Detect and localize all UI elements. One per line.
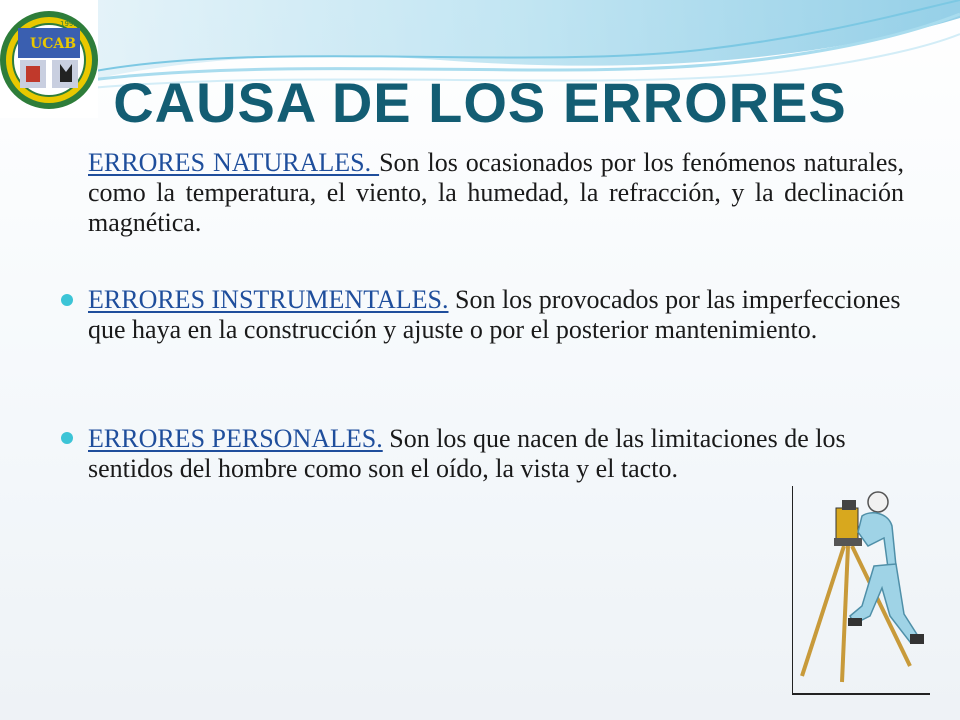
slide-title: CAUSA DE LOS ERRORES	[113, 71, 847, 134]
surveyor-with-theodolite-illustration	[792, 486, 932, 696]
logo-year: 1993	[60, 20, 78, 28]
text-instrumentales: Son los provocados por las imperfecciones que haya en la construcción y ajuste o por el posterior mantenimiento.	[88, 285, 901, 344]
text-personales: Son los que nacen de las limitaciones de los sentidos del hombre como son el oído, la vista y el tacto.	[88, 424, 846, 483]
term-instrumentales: ERRORES INSTRUMENTALES.	[88, 285, 449, 314]
bullet-icon	[61, 432, 73, 444]
list-item-instrumentales	[88, 285, 904, 345]
bullet-icon	[61, 294, 73, 306]
list-item-naturales	[88, 148, 904, 238]
list-item-personales	[88, 424, 904, 484]
text-naturales: Son los ocasionados por los fenómenos naturales, como la temperatura, el viento, la humedad, la refracción, y la declinación magnética.	[88, 148, 904, 237]
logo-letters: UCAB	[30, 36, 77, 52]
term-personales: ERRORES PERSONALES.	[88, 424, 383, 453]
term-naturales: ERRORES NATURALES.	[88, 148, 380, 177]
